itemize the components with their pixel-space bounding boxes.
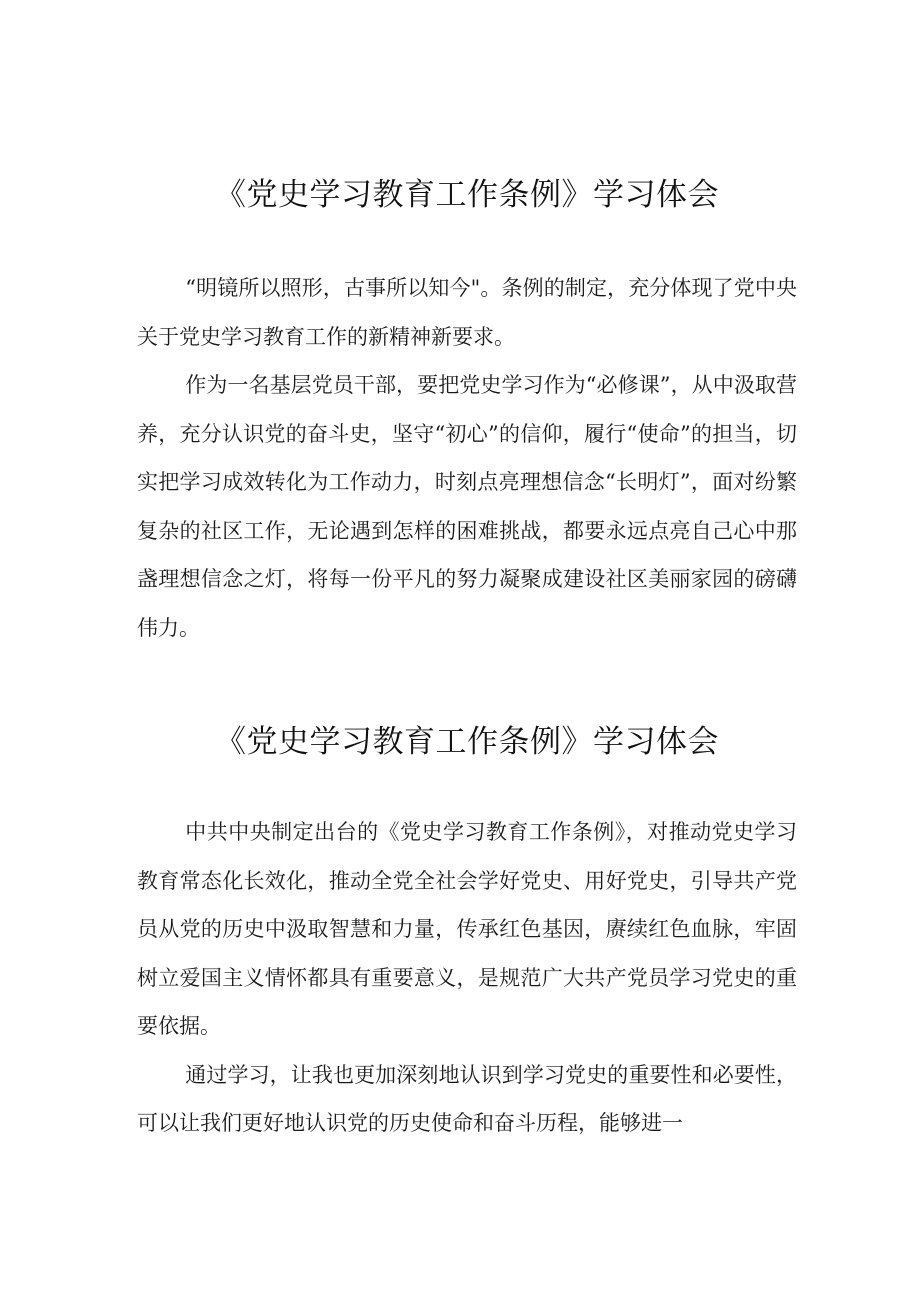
article-section-2 [137,718,797,1148]
article-paragraph: “明镜所以照形，古事所以知今"。条例的制定，充分体现了党中央关于党史学习教育工作的新精神新要求。 [137,276,797,349]
article-title: 《党史学习教育工作条例》学习体会 [215,177,719,213]
article-paragraph: 中共中央制定出台的《党史学习教育工作条例》，对推动党史学习教育常态化长效化，推动全党全社会学好党史、用好党史，引导共产党员从党的历史中汲取智慧和力量，传承红色基因，赓续红色血脉，牢固树立爱国主义情怀都具有重要意义，是规范广大共产党员学习党史的重要依据。 [137,820,797,1038]
article-title: 《党史学习教育工作条例》学习体会 [215,724,719,760]
article-section-1 [137,171,797,652]
article-paragraph: 通过学习，让我也更加深刻地认识到学习党史的重要性和必要性，可以让我们更好地认识党的历史使命和奋斗历程，能够进一 [137,1062,797,1135]
article-paragraph: 作为一名基层党员干部，要把党史学习作为“必修课”，从中汲取营养，充分认识党的奋斗史，坚守“初心”的信仰，履行“使命”的担当，切实把学习成效转化为工作动力，时刻点亮理想信念“长明灯”，面对纷繁复杂的社区工作，无论遇到怎样的困难挑战，都要永远点亮自己心中那盏理想信念之灯，将每一份平凡的努力凝聚成建设社区美丽家园的磅礴伟力。 [137,373,797,640]
